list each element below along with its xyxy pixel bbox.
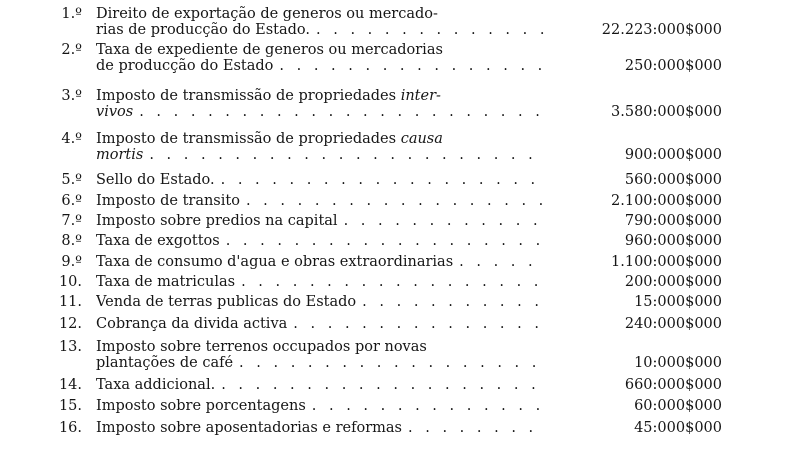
item-description-text: Direito de exportação de generos ou mercado- bbox=[96, 6, 438, 22]
item-description-text: Cobrança da divida activa bbox=[96, 316, 288, 332]
item-description-text: Imposto sobre porcentagens bbox=[96, 398, 306, 414]
item-description-text: rias de producção do Estado. bbox=[96, 22, 311, 38]
item-value: 660:000$000 bbox=[624, 377, 722, 393]
leader-dots bbox=[215, 377, 544, 393]
item-description bbox=[96, 131, 544, 163]
item-value: 2.100:000$000 bbox=[611, 193, 722, 209]
leader-dots bbox=[338, 213, 544, 229]
item-description-text: Imposto de transmissão de propriedades bbox=[96, 131, 397, 147]
item-number: 14. bbox=[58, 377, 82, 393]
table-row bbox=[0, 420, 800, 460]
item-number: 13. bbox=[58, 339, 82, 355]
item-number: 8.º bbox=[61, 233, 82, 249]
item-description-text: Taxa de expediente de generos ou mercadorias bbox=[96, 42, 443, 58]
item-value: 240:000$000 bbox=[624, 316, 722, 332]
item-description bbox=[96, 316, 544, 332]
item-description-text: Imposto sobre predios na capital bbox=[96, 213, 338, 229]
item-value: 60:000$000 bbox=[634, 398, 722, 414]
item-description-text: Imposto de transito bbox=[96, 193, 240, 209]
item-number: 1.º bbox=[61, 6, 82, 22]
leader-dots bbox=[220, 233, 544, 249]
item-description-italic: causa bbox=[400, 131, 443, 147]
item-description-text: Taxa de consumo d'agua e obras extraordinarias bbox=[96, 254, 454, 270]
item-description bbox=[96, 420, 544, 436]
leader-dots bbox=[133, 104, 544, 120]
leader-dots bbox=[143, 147, 544, 163]
item-value: 10:000$000 bbox=[634, 355, 722, 371]
item-description bbox=[96, 274, 544, 290]
item-description bbox=[96, 294, 544, 310]
item-description bbox=[96, 193, 544, 209]
item-description bbox=[96, 377, 544, 393]
item-value: 790:000$000 bbox=[624, 213, 722, 229]
leader-dots bbox=[453, 254, 544, 270]
item-description-italic: inter- bbox=[400, 88, 441, 104]
item-value: 900:000$000 bbox=[624, 147, 722, 163]
item-description-text: Imposto sobre terrenos occupados por novas bbox=[96, 339, 427, 355]
item-description bbox=[96, 254, 544, 270]
item-description bbox=[96, 88, 544, 120]
table-row bbox=[0, 88, 800, 128]
table-row bbox=[0, 339, 800, 379]
item-description-text: Imposto de transmissão de propriedades bbox=[96, 88, 397, 104]
item-value: 200:000$000 bbox=[624, 274, 722, 290]
item-description bbox=[96, 172, 544, 188]
item-description-text: Taxa addicional. bbox=[96, 377, 216, 393]
item-value: 15:000$000 bbox=[634, 294, 722, 310]
item-description-text: Taxa de matriculas bbox=[96, 274, 236, 290]
leader-dots bbox=[356, 294, 544, 310]
item-description-italic: mortis bbox=[96, 147, 144, 163]
item-value: 250:000$000 bbox=[624, 58, 722, 74]
item-description-text: Imposto sobre aposentadorias e reformas bbox=[96, 420, 403, 436]
item-number: 10. bbox=[58, 274, 82, 290]
item-description bbox=[96, 339, 544, 371]
leader-dots bbox=[287, 316, 544, 332]
item-number: 2.º bbox=[61, 42, 82, 58]
leader-dots bbox=[273, 58, 544, 74]
table-row bbox=[0, 42, 800, 82]
leader-dots bbox=[240, 193, 544, 209]
item-value: 3.580:000$000 bbox=[611, 104, 722, 120]
item-description bbox=[96, 42, 544, 74]
item-number: 11. bbox=[58, 294, 82, 310]
item-number: 6.º bbox=[61, 193, 82, 209]
item-number: 12. bbox=[58, 316, 82, 332]
leader-dots bbox=[233, 355, 544, 371]
leader-dots bbox=[402, 420, 544, 436]
item-value: 960:000$000 bbox=[624, 233, 722, 249]
item-description bbox=[96, 233, 544, 249]
item-description-text: Venda de terras publicas do Estado bbox=[96, 294, 357, 310]
item-number: 7.º bbox=[61, 213, 82, 229]
item-number: 5.º bbox=[61, 172, 82, 188]
item-value: 22.223:000$000 bbox=[601, 22, 722, 38]
item-number: 4.º bbox=[61, 131, 82, 147]
item-number: 16. bbox=[58, 420, 82, 436]
item-description-text: Sello do Estado. bbox=[96, 172, 215, 188]
item-description bbox=[96, 213, 544, 229]
item-description-text: de producção do Estado bbox=[96, 58, 274, 74]
table-row bbox=[0, 6, 800, 46]
item-description-text: plantações de café bbox=[96, 355, 234, 371]
item-value: 1.100:000$000 bbox=[611, 254, 722, 270]
item-description-text: Taxa de exgottos bbox=[96, 233, 220, 249]
item-number: 15. bbox=[58, 398, 82, 414]
item-description bbox=[96, 6, 544, 38]
leader-dots bbox=[235, 274, 544, 290]
item-value: 560:000$000 bbox=[624, 172, 722, 188]
item-description bbox=[96, 398, 544, 414]
item-description-italic: vivos bbox=[96, 104, 134, 120]
item-value: 45:000$000 bbox=[634, 420, 722, 436]
item-number: 9.º bbox=[61, 254, 82, 270]
leader-dots bbox=[310, 22, 544, 38]
item-number: 3.º bbox=[61, 88, 82, 104]
leader-dots bbox=[215, 172, 544, 188]
table-row bbox=[0, 131, 800, 171]
leader-dots bbox=[306, 398, 544, 414]
